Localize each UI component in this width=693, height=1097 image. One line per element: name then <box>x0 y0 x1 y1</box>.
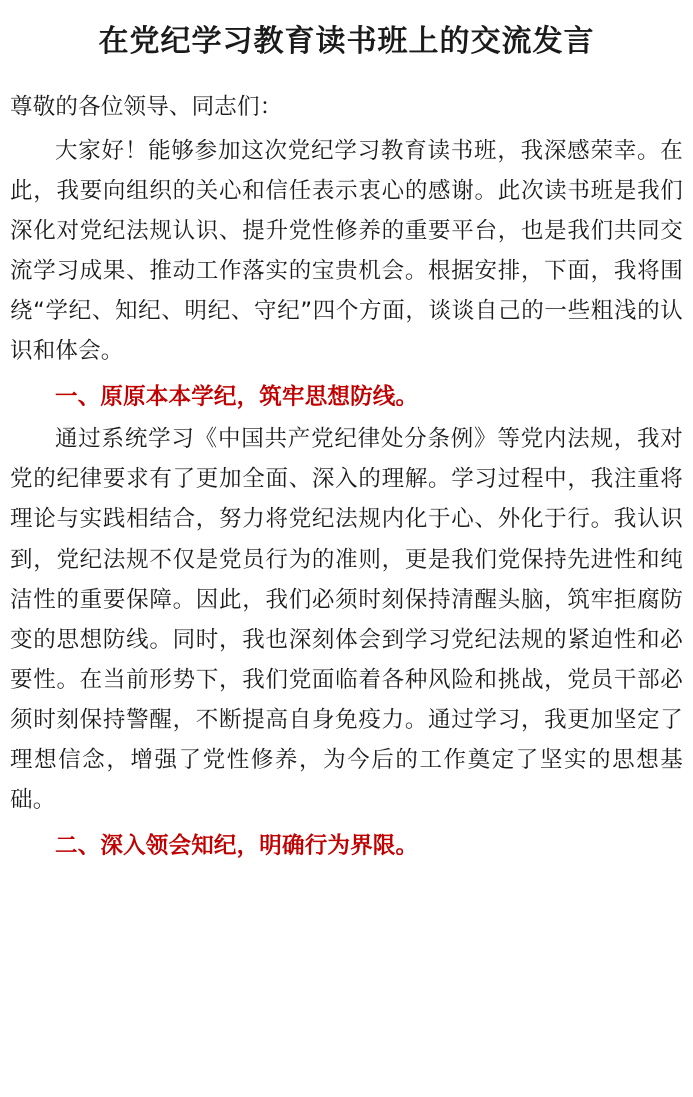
page-title: 在党纪学习教育读书班上的交流发言 <box>98 24 595 59</box>
paragraph-opening: 大家好！能够参加这次党纪学习教育读书班，我深感荣幸。在此，我要向组织的关心和信任表示衷心的感谢。此次读书班是我们深化对党纪法规认识、提升党性修养的重要平台，也是我们共同交流学习成果、推动工作落实的宝贵机会。根据安排，下面，我将围绕“学纪、知纪、明纪、守纪”四个方面，谈谈自己的一些粗浅的认识和体会。 <box>10 138 683 365</box>
section-heading-one: 一、原原本本学纪，筑牢思想防线。 <box>55 384 419 411</box>
paragraph-section-one-body: 通过系统学习《中国共产党纪律处分条例》等党内法规，我对党的纪律要求有了更加全面、深入的理解。学习过程中，我注重将理论与实践相结合，努力将党纪法规内化于心、外化于行。我认识到，党纪法规不仅是党员行为的准则，更是我们党保持先进性和纯洁性的重要保障。因此，我们必须时刻保持清醒头脑，筑牢拒腐防变的思想防线。同时，我也深刻体会到学习党纪法规的紧迫性和必要性。在当前形势下，我们党面临着各种风险和挑战，党员干部必须时刻保持警醒，不断提高自身免疫力。通过学习，我更加坚定了理想信念，增强了党性修养，为今后的工作奠定了坚实的思想基础。 <box>10 426 683 813</box>
salutation: 尊敬的各位领导、同志们： <box>10 94 283 120</box>
section-heading-two: 二、深入领会知纪，明确行为界限。 <box>55 832 419 859</box>
